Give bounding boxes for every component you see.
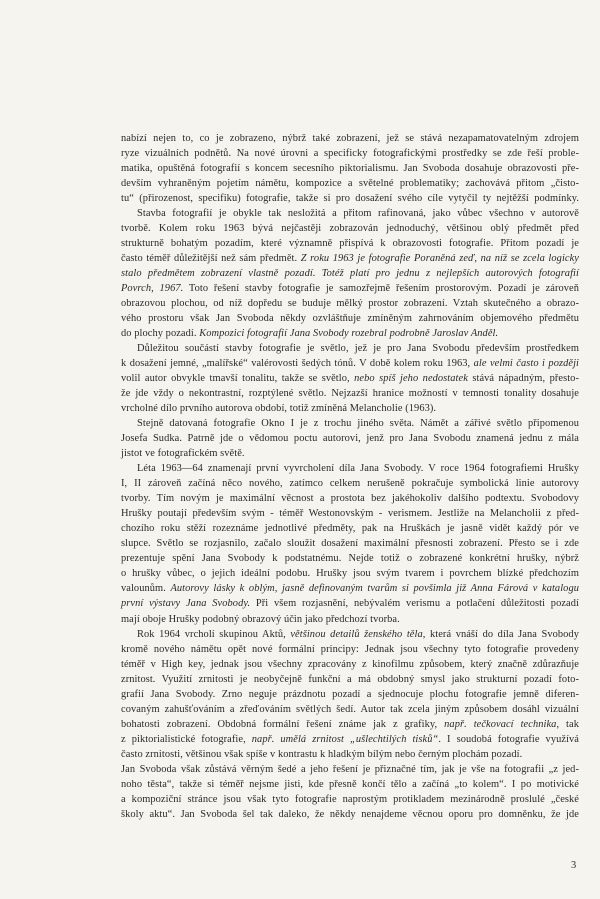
- body-text: stává nápadným, přesto-: [467, 373, 579, 385]
- text-line: [121, 446, 579, 461]
- emphasized-text: Povrch, 1967.: [121, 283, 184, 295]
- emphasized-text: např. tečkovací technika: [444, 718, 557, 730]
- page-number: 3: [571, 860, 577, 871]
- text-line: [121, 506, 579, 521]
- text-line: [121, 521, 579, 536]
- emphasized-text: většinou detailů ženského těla: [290, 628, 423, 640]
- body-text: matika, opuštěná fotografií s koncem secesního piktorialismu. Jan Svoboda dosahuje obrazovosti pře-: [121, 163, 579, 175]
- body-text: Stavba fotografií je obykle tak nesložitá a přitom rafinovaná, jako vůbec všechno v autorově: [137, 208, 579, 220]
- paragraph: [121, 416, 579, 461]
- body-text: k dosažení jemné, „malířské“ valérovosti šedých tónů. V době kolem roku 1963,: [121, 358, 474, 370]
- body-text: školy aktu“. Jan Svoboda šel tak daleko, že někdy nenajdeme věcnou oporu pro domněnku, že jde: [121, 808, 579, 820]
- text-line: [121, 717, 579, 732]
- body-text: Josefa Sudka. Patrně jde o vědomou poctu autorovi, jenž pro Jana Svobodu znamená jednu z mála: [121, 433, 579, 445]
- emphasized-text: např. umělá zrnitost „ušlechtilých tisků“: [251, 733, 439, 745]
- body-text: Rok 1964 vrcholí skupinou Aktů,: [137, 628, 291, 640]
- text-line: [121, 281, 579, 296]
- body-text: Stejně datovaná fotografie Okno I je z trochu jiného světa. Námět a zářivé světlo připomenou: [137, 418, 579, 430]
- text-line: [121, 266, 579, 281]
- body-text: I, II zároveň začíná něco nového, zatímco celkem nerušeně pokračuje symbolická linie autorovy: [121, 478, 579, 490]
- text-line: [121, 326, 579, 341]
- text-line: [121, 476, 579, 491]
- text-line: [121, 551, 579, 566]
- text-line: [121, 807, 579, 822]
- body-text: ryze vizuálních podnětů. Na nové úrovni a specificky fotografickými prostředky se zde řeší proble-: [121, 148, 579, 160]
- text-line: [121, 672, 579, 687]
- body-text: často téměř důležitější než sám předmět.: [121, 253, 301, 265]
- body-text: tu“ (přirozenost, specifiku) fotografie, takže si pro dosažení svého cíle vytyčil ty nejtěžší podmínky.: [121, 193, 579, 205]
- body-text: do plochy pozadí.: [121, 328, 200, 340]
- text-line: [121, 221, 579, 236]
- emphasized-text: Autorovy lásky k oblým, jasně definovaným tvarům si povšimla již Anna Fárová v katalogu: [170, 583, 580, 595]
- body-text: jistot ve fotografickém světě.: [121, 448, 245, 460]
- body-text: bohatosti zobrazení. Obdobná formální řešení známe jak z grafiky,: [121, 718, 445, 730]
- body-text: a kompoziční stránce jsou však tyto fotografie naprostým protikladem mezinárodně proslulé „české: [121, 793, 579, 805]
- body-text: kromě nového námětu opět nové formální principy: Jednak jsou všechny tyto fotografie provedeny: [121, 643, 579, 655]
- emphasized-text: stalo předmětem zobrazení vlastně pozadí. Totéž platí pro jednu z nejlepších autorových fotografií: [121, 268, 579, 280]
- text-line: [121, 762, 579, 777]
- text-line: [121, 371, 579, 386]
- body-text: Hrušky poutají především svým - téměř Westonovským - verismem. Jestliže na Melancholii z před-: [121, 508, 579, 520]
- body-text: Při všem rozjasnění, nebývalém verismu a potlačení důležitosti pozadí: [250, 598, 579, 610]
- body-text: často zrnitosti, většinou však spíše v kontrastu k hladkým bílým nebo černým plochám pozadí.: [121, 748, 523, 760]
- body-text: téměř v High key, jednak jsou všechny zpracovány z kinofilmu způsobem, který značně zdůrazňuje: [121, 658, 579, 670]
- body-text: Důležitou součástí stavby fotografie je světlo, jež je pro Jana Svobodu především prostředkem: [137, 343, 579, 355]
- text-line: [121, 311, 579, 326]
- text-line: [121, 176, 579, 191]
- text-line: [121, 206, 579, 221]
- emphasized-text: první výstavy Jana Svobody.: [121, 598, 251, 610]
- body-text: devším vyhraněným pojetím námětu, kompozice a světelné problematiky; zachovává přitom „čisto-: [121, 178, 579, 190]
- body-text: Léta 1963—64 znamenají první vyvrcholení díla Jana Svobody. V roce 1964 fotografiemi Hrušky: [137, 463, 579, 475]
- text-line: [121, 461, 579, 476]
- body-text: slupce. Světlo se rozjasnilo, začalo sloužit dosažení maximální přesnosti zobrazení. Přesto se i zde: [121, 538, 579, 550]
- body-text: , tak: [556, 718, 579, 730]
- text-line: [121, 401, 579, 416]
- text-line: [121, 642, 579, 657]
- text-line: [121, 236, 579, 251]
- body-text: nabízí nejen to, co je zobrazeno, nýbrž také zobrazení, jež se stává nezapamatovatelným zdrojem: [121, 133, 579, 144]
- body-text: z piktorialistické fotografie,: [121, 733, 252, 745]
- text-line: [121, 191, 579, 206]
- paragraph: [121, 461, 579, 626]
- text-line: [121, 747, 579, 762]
- emphasized-text: Kompozici fotografií Jana Svobody rozebral podrobně Jaroslav Anděl.: [199, 328, 499, 340]
- body-text: mají oboje Hrušky podobný obrazový účin jako předchozí tvorba.: [121, 613, 400, 625]
- emphasized-text: ale velmi často i později: [473, 358, 579, 370]
- text-body: [121, 131, 579, 822]
- text-line: [121, 566, 579, 581]
- text-line: [121, 131, 579, 146]
- body-text: Toto řešení stavby fotografie je samozřejmě řešením prostorovým. Pozadí je zároveň: [183, 283, 580, 295]
- body-text: zrnitost. Využití zrnitosti je neobyčejně funkční a má obdobný smysl jako strukturní pozadí foto-: [121, 673, 579, 685]
- text-line: [121, 161, 579, 176]
- body-text: covaným zahušťováním a zřeďováním světlých šedí. Autor tak zcela jiným způsobem dosáhl vizuální: [121, 703, 579, 715]
- text-line: [121, 251, 579, 266]
- paragraph: [121, 206, 579, 341]
- body-text: volil autor obvykle tmavší tonalitu, takže se světlo,: [121, 373, 355, 385]
- text-line: [121, 491, 579, 506]
- text-line: [121, 296, 579, 311]
- body-text: tvorbě. Kolem roku 1963 bývá nejčastěji zobrazován jednoduchý, většinou oblý předmět před: [121, 223, 579, 235]
- body-text: obrazovou plochou, od níž dopředu se buduje mělký prostor zobrazení. Vztah skutečného a obrazo-: [121, 298, 579, 310]
- text-line: [121, 792, 579, 807]
- text-line: [121, 416, 579, 431]
- text-line: [121, 341, 579, 356]
- emphasized-text: Z roku 1963 je fotografie Poraněná zeď, na níž se zcela logicky: [300, 253, 579, 265]
- body-text: valounům.: [121, 583, 171, 595]
- text-line: [121, 431, 579, 446]
- text-line: [121, 536, 579, 551]
- body-text: noho těsta“, takže si téměř nejsme jisti, kde přesně končí tělo a začíná „to kolem“. I po motivické: [121, 778, 579, 790]
- text-line: [121, 702, 579, 717]
- paragraph: [121, 131, 579, 206]
- paragraph: [121, 341, 579, 416]
- body-text: , která vnáší do díla Jana Svobody: [422, 628, 579, 640]
- text-line: [121, 732, 579, 747]
- body-text: vého prostoru však Jan Svoboda někdy ozvláštňuje zmíněným zahrnováním objemového předmětu: [121, 313, 579, 325]
- text-line: [121, 687, 579, 702]
- body-text: tvorby. Tím novým je maximální věcnost a prostota bez jakéhokoliv dalšího podtextu. Svobodovy: [121, 493, 579, 505]
- text-line: [121, 356, 579, 371]
- body-text: . I soudobá fotografie využívá: [438, 733, 580, 745]
- emphasized-text: nebo spíš jeho nedostatek: [354, 373, 468, 385]
- body-text: o hrušky vůbec, o jejich ideální podobu. Hrušky jsou svým tvarem i povrchem blízké předchozím: [121, 568, 579, 580]
- body-text: strukturně bohatým pozadím, které významně přispívá k obrazovosti fotografie. Přitom pozadí je: [121, 238, 579, 250]
- body-text: Jan Svoboda však zůstává věrným šedé a jeho řešení je přiznačné tím, jak je vše na fotografii „z jed-: [121, 763, 579, 775]
- body-text: prezentuje spění Jana Svobody k podstatnému. Nejde totiž o zobrazené konkrétní hrušky, nýbrž: [121, 553, 579, 565]
- text-line: [121, 627, 579, 642]
- text-line: [121, 657, 579, 672]
- text-line: [121, 612, 579, 627]
- text-line: [121, 146, 579, 161]
- body-text: vrcholné dílo prvního autorova období, totiž zmíněná Melancholie (1963).: [121, 403, 437, 415]
- text-line: [121, 581, 579, 596]
- body-text: chozího roku stěží rozeznáme jednotlivé předměty, pak na Hruškách je jasně vidět každý pór ve: [121, 523, 579, 535]
- body-text: že jde vždy o nekontrastní, rozptýlené světlo. Nejzazší hranice možností v temnosti tonality dosahuje: [121, 388, 579, 400]
- text-line: [121, 386, 579, 401]
- paragraph: [121, 627, 579, 822]
- body-text: grafií Jana Svobody. Zrno neguje prázdnotu pozadí a sjednocuje plochu fotografie jemně diferen-: [121, 688, 579, 700]
- text-line: [121, 777, 579, 792]
- text-line: [121, 596, 579, 611]
